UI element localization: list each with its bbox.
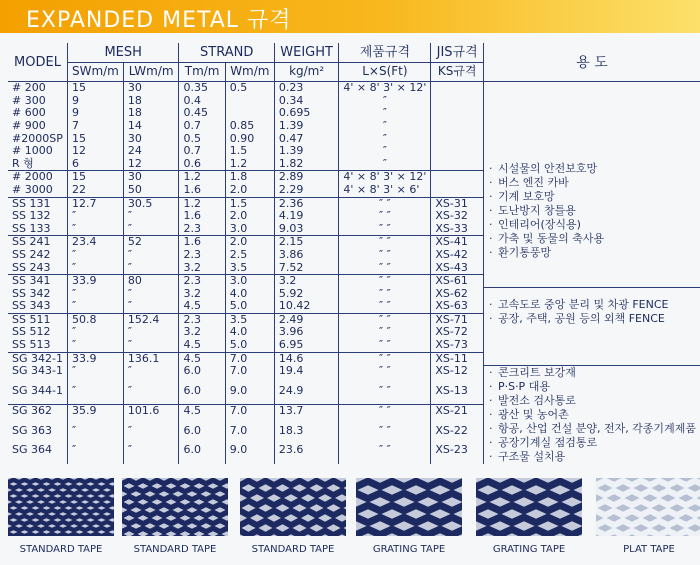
size-cell: 4' × 8' 3' × 12' [339, 171, 431, 184]
lwm-cell: ″ [123, 210, 179, 223]
header-lwm: LWm/m [123, 62, 179, 82]
ks-cell: XS-41 [431, 236, 484, 249]
wm-cell: 0.90 [225, 133, 274, 146]
ks-cell [431, 107, 484, 120]
model-cell: # 2000 [8, 171, 67, 184]
header-ks-spec: KS규격 [431, 62, 484, 82]
swm-cell: 23.4 [67, 236, 123, 249]
weight-cell: 1.82 [274, 158, 339, 171]
lwm-cell: 30 [123, 171, 179, 184]
usage-item: · 구조물 설치용 [488, 450, 696, 464]
tm-cell: 0.35 [179, 82, 225, 95]
lwm-cell: ″ [123, 326, 179, 339]
tm-cell: 1.6 [179, 210, 225, 223]
swm-cell: 12.7 [67, 197, 123, 210]
tm-cell: 3.2 [179, 288, 225, 301]
wm-cell: 4.0 [225, 326, 274, 339]
weight-cell: 6.95 [274, 339, 339, 352]
lwm-cell: 18 [123, 107, 179, 120]
weight-cell: 1.39 [274, 145, 339, 158]
size-cell: ″ [339, 107, 431, 120]
usage-cell [483, 288, 700, 366]
tape-label: GRATING TAPE [372, 544, 446, 555]
swm-cell: ″ [67, 385, 123, 405]
model-cell: SS 511 [8, 313, 67, 326]
tm-cell: 0.5 [179, 133, 225, 146]
ks-cell: XS-31 [431, 197, 484, 210]
model-cell: SS 132 [12, 209, 51, 223]
swm-cell: 33.9 [67, 352, 123, 365]
header-jis-spec: JIS규격 [431, 43, 484, 62]
tm-cell: 6.0 [179, 365, 225, 384]
wm-cell [225, 95, 274, 108]
tm-cell: 6.0 [179, 444, 225, 463]
header-usage: 용 도 [483, 43, 700, 82]
header-tm: Tm/m [179, 62, 225, 82]
weight-cell: 9.03 [274, 223, 339, 236]
swm-cell: 35.9 [67, 405, 123, 425]
tm-cell: 1.6 [179, 236, 225, 249]
ks-cell [431, 82, 484, 95]
lwm-cell: 50 [123, 184, 179, 197]
wm-cell: 5.0 [225, 300, 274, 313]
tm-cell: 4.5 [179, 405, 225, 425]
header-swm: SWm/m [67, 62, 123, 82]
weight-cell: 0.695 [274, 107, 339, 120]
model-cell: SG 342-1 [8, 352, 67, 365]
size-cell: ″ [339, 133, 431, 146]
size-cell: ″ ″ [339, 275, 431, 288]
lwm-cell: 18 [123, 95, 179, 108]
lwm-cell: ″ [123, 223, 179, 236]
usage-item: · 도난방지 창틀용 [488, 204, 696, 218]
tape-label: STANDARD TAPE [251, 544, 335, 555]
model-cell: # 1000 [12, 144, 53, 158]
tm-cell: 0.4 [179, 95, 225, 108]
lwm-cell: 14 [123, 120, 179, 133]
usage-item: · 공장, 주택, 공원 등의 외책 FENCE [488, 312, 696, 326]
size-cell: ″ ″ [339, 262, 431, 275]
size-cell: ″ ″ [339, 313, 431, 326]
wm-cell: 2.0 [225, 184, 274, 197]
lwm-cell: ″ [123, 339, 179, 352]
lwm-cell: 30 [123, 133, 179, 146]
ks-cell: XS-71 [431, 313, 484, 326]
lwm-cell: 12 [123, 158, 179, 171]
wm-cell: 0.85 [225, 120, 274, 133]
lwm-cell: 80 [123, 275, 179, 288]
size-cell: 4' × 8' 3' × 12' [339, 82, 431, 95]
model-cell: SS 343 [12, 299, 51, 313]
weight-cell: 10.42 [274, 300, 339, 313]
table-row [8, 365, 700, 384]
header-strand: STRAND [179, 43, 274, 62]
mesh-sample-image [476, 478, 582, 536]
swm-cell: 33.9 [67, 275, 123, 288]
size-cell: 4' × 8' 3' × 6' [339, 184, 431, 197]
size-cell: ″ ″ [339, 365, 431, 384]
usage-item: · 콘크리트 보강재 [488, 366, 696, 380]
usage-item: · 버스 엔진 카바 [488, 176, 696, 190]
header-wm: Wm/m [225, 62, 274, 82]
size-cell: ″ ″ [339, 444, 431, 463]
header-weight: WEIGHT [274, 43, 339, 62]
page-title: EXPANDED METAL 규격 [26, 8, 292, 33]
lwm-cell: 52 [123, 236, 179, 249]
lwm-cell: 101.6 [123, 405, 179, 425]
swm-cell: 6 [67, 158, 123, 171]
tm-cell: 1.6 [179, 184, 225, 197]
model-cell: SG 343-1 [12, 364, 63, 378]
wm-cell: 1.2 [225, 158, 274, 171]
size-cell: ″ ″ [339, 197, 431, 210]
weight-cell: 2.36 [274, 197, 339, 210]
weight-cell: 18.3 [274, 425, 339, 444]
model-cell: SS 241 [8, 236, 67, 249]
usage-list [488, 366, 696, 464]
mesh-sample-image [8, 478, 114, 536]
lwm-cell: 24 [123, 145, 179, 158]
tm-cell: 0.45 [179, 107, 225, 120]
model-cell: # 300 [12, 93, 46, 107]
wm-cell: 2.0 [225, 210, 274, 223]
header-kgm2: kg/m² [274, 62, 339, 82]
mesh-sample-image [122, 478, 228, 536]
model-cell: # 200 [8, 82, 67, 95]
swm-cell: 50.8 [67, 313, 123, 326]
usage-item: · 인테리어(장식용) [488, 218, 696, 232]
tm-cell: 1.2 [179, 171, 225, 184]
model-cell: SG 362 [8, 405, 67, 425]
weight-cell: 0.23 [274, 82, 339, 95]
model-cell: #2000SP [12, 131, 63, 145]
size-cell: ″ [339, 158, 431, 171]
lwm-cell: ″ [123, 425, 179, 444]
model-cell: SS 133 [12, 221, 51, 235]
model-cell: # 600 [12, 106, 46, 120]
tm-cell: 6.0 [179, 385, 225, 405]
usage-item: · 시설물의 안전보호망 [488, 162, 696, 176]
size-cell: ″ ″ [339, 210, 431, 223]
spec-table [8, 43, 700, 464]
weight-cell: 24.9 [274, 385, 339, 405]
tm-cell: 1.2 [179, 197, 225, 210]
ks-cell [431, 133, 484, 146]
weight-cell: 2.89 [274, 171, 339, 184]
weight-cell: 0.47 [274, 133, 339, 146]
usage-item: · 발전소 검사통로 [488, 394, 696, 408]
wm-cell: 5.0 [225, 339, 274, 352]
model-cell: SS 512 [12, 325, 51, 339]
ks-cell: XS-42 [431, 249, 484, 262]
wm-cell: 4.0 [225, 288, 274, 301]
tm-cell: 2.3 [179, 275, 225, 288]
usage-list [488, 298, 696, 326]
lwm-cell: ″ [123, 249, 179, 262]
swm-cell: ″ [67, 262, 123, 275]
wm-cell: 7.0 [225, 352, 274, 365]
usage-cell [483, 82, 700, 288]
size-cell: ″ ″ [339, 249, 431, 262]
wm-cell: 7.0 [225, 365, 274, 384]
lwm-cell: ″ [123, 444, 179, 463]
weight-cell: 3.96 [274, 326, 339, 339]
tm-cell: 3.2 [179, 262, 225, 275]
wm-cell: 7.0 [225, 405, 274, 425]
mesh-sample-image [240, 478, 346, 536]
tape-label: GRATING TAPE [492, 544, 566, 555]
ks-cell: XS-12 [431, 365, 484, 384]
tm-cell: 2.3 [179, 313, 225, 326]
header-model: MODEL [14, 54, 61, 70]
weight-cell: 3.2 [274, 275, 339, 288]
swm-cell: ″ [67, 288, 123, 301]
weight-cell: 19.4 [274, 365, 339, 384]
model-cell: SS 341 [8, 275, 67, 288]
size-cell: ″ ″ [339, 352, 431, 365]
swm-cell: ″ [67, 326, 123, 339]
size-cell: ″ [339, 145, 431, 158]
wm-cell: 2.5 [225, 249, 274, 262]
size-cell: ″ ″ [339, 405, 431, 425]
lwm-cell: ″ [123, 300, 179, 313]
weight-cell: 2.29 [274, 184, 339, 197]
weight-cell: 7.52 [274, 262, 339, 275]
weight-cell: 4.19 [274, 210, 339, 223]
lwm-cell: 30.5 [123, 197, 179, 210]
ks-cell: XS-33 [431, 223, 484, 236]
lwm-cell: 152.4 [123, 313, 179, 326]
wm-cell: 7.0 [225, 425, 274, 444]
swm-cell: 15 [67, 133, 123, 146]
wm-cell: 3.5 [225, 262, 274, 275]
mesh-sample-image [596, 478, 700, 536]
wm-cell: 3.5 [225, 313, 274, 326]
swm-cell: ″ [67, 365, 123, 384]
size-cell: ″ ″ [339, 236, 431, 249]
ks-cell: XS-13 [431, 385, 484, 405]
ks-cell [431, 158, 484, 171]
ks-cell: XS-63 [431, 300, 484, 313]
weight-cell: 14.6 [274, 352, 339, 365]
usage-item: · P·S·P 대용 [488, 380, 696, 394]
model-cell: SS 513 [12, 338, 51, 352]
usage-item: · 공장기계실 점검통로 [488, 436, 696, 450]
header-product-spec: 제품규격 [339, 43, 431, 62]
tm-cell: 4.5 [179, 339, 225, 352]
ks-cell [431, 171, 484, 184]
swm-cell: ″ [67, 249, 123, 262]
swm-cell: ″ [67, 300, 123, 313]
lwm-cell: ″ [123, 262, 179, 275]
weight-cell: 5.92 [274, 288, 339, 301]
swm-cell: 15 [67, 82, 123, 95]
ks-cell [431, 95, 484, 108]
usage-item: · 항공, 산업 건설 분양, 전자, 각종기계제품 [488, 422, 696, 436]
model-cell: SG 344-1 [12, 383, 63, 397]
ks-cell [431, 145, 484, 158]
tape-label: STANDARD TAPE [19, 544, 103, 555]
ks-cell: XS-22 [431, 425, 484, 444]
model-cell: SS 242 [12, 247, 51, 261]
model-cell: SS 342 [12, 286, 51, 300]
tm-cell: 4.5 [179, 352, 225, 365]
swm-cell: ″ [67, 210, 123, 223]
size-cell: ″ ″ [339, 425, 431, 444]
swm-cell: ″ [67, 223, 123, 236]
mesh-sample-image [356, 478, 462, 536]
ks-cell: XS-11 [431, 352, 484, 365]
weight-cell: 2.15 [274, 236, 339, 249]
wm-cell: 1.8 [225, 171, 274, 184]
tm-cell: 4.5 [179, 300, 225, 313]
tm-cell: 6.0 [179, 425, 225, 444]
wm-cell: 2.0 [225, 236, 274, 249]
ks-cell [431, 184, 484, 197]
model-cell: SG 364 [12, 443, 52, 457]
weight-cell: 13.7 [274, 405, 339, 425]
usage-item: · 광산 및 농어촌 [488, 408, 696, 422]
tm-cell: 0.6 [179, 158, 225, 171]
usage-item: · 가축 및 동물의 축사용 [488, 232, 696, 246]
usage-cell [483, 365, 700, 464]
swm-cell: 12 [67, 145, 123, 158]
ks-cell: XS-43 [431, 262, 484, 275]
lwm-cell: 136.1 [123, 352, 179, 365]
header-lxs: L×S(Ft) [339, 62, 431, 82]
swm-cell: 9 [67, 107, 123, 120]
tm-cell: 0.7 [179, 120, 225, 133]
weight-cell: 0.34 [274, 95, 339, 108]
size-cell: ″ ″ [339, 300, 431, 313]
tape-label: PLAT TAPE [623, 544, 675, 555]
wm-cell: 3.0 [225, 275, 274, 288]
usage-item: · 기계 보호망 [488, 190, 696, 204]
ks-cell: XS-32 [431, 210, 484, 223]
size-cell: ″ ″ [339, 385, 431, 405]
swm-cell: 9 [67, 95, 123, 108]
wm-cell: 1.5 [225, 145, 274, 158]
wm-cell: 1.5 [225, 197, 274, 210]
model-cell: SG 363 [12, 423, 52, 437]
table-row [8, 288, 700, 301]
size-cell: ″ [339, 120, 431, 133]
weight-cell: 3.86 [274, 249, 339, 262]
ks-cell: XS-72 [431, 326, 484, 339]
header-mesh: MESH [67, 43, 178, 62]
title-bar [0, 0, 700, 33]
swm-cell: 7 [67, 120, 123, 133]
size-cell: ″ ″ [339, 288, 431, 301]
size-cell: ″ ″ [339, 339, 431, 352]
model-cell: # 900 [12, 118, 46, 132]
wm-cell: 3.0 [225, 223, 274, 236]
usage-item: · 고속도로 중앙 분리 및 차광 FENCE [488, 298, 696, 312]
ks-cell: XS-73 [431, 339, 484, 352]
tm-cell: 2.3 [179, 223, 225, 236]
tape-label: STANDARD TAPE [133, 544, 217, 555]
weight-cell: 2.49 [274, 313, 339, 326]
model-cell: SS 243 [12, 260, 51, 274]
tm-cell: 3.2 [179, 326, 225, 339]
wm-cell: 9.0 [225, 385, 274, 405]
size-cell: ″ ″ [339, 326, 431, 339]
swm-cell: ″ [67, 425, 123, 444]
usage-list [488, 162, 696, 260]
lwm-cell: ″ [123, 365, 179, 384]
tm-cell: 2.3 [179, 249, 225, 262]
model-cell: # 3000 [12, 182, 53, 196]
swm-cell: 22 [67, 184, 123, 197]
lwm-cell: 30 [123, 82, 179, 95]
size-cell: ″ [339, 95, 431, 108]
swm-cell: 15 [67, 171, 123, 184]
ks-cell: XS-23 [431, 444, 484, 463]
ks-cell: XS-61 [431, 275, 484, 288]
wm-cell: 0.5 [225, 82, 274, 95]
usage-item: · 환기통풍망 [488, 246, 696, 260]
model-cell: SS 131 [8, 197, 67, 210]
swm-cell: ″ [67, 444, 123, 463]
size-cell: ″ ″ [339, 223, 431, 236]
wm-cell: 9.0 [225, 444, 274, 463]
table-row [8, 82, 700, 95]
lwm-cell: ″ [123, 288, 179, 301]
ks-cell: XS-62 [431, 288, 484, 301]
lwm-cell: ″ [123, 385, 179, 405]
swm-cell: ″ [67, 339, 123, 352]
ks-cell: XS-21 [431, 405, 484, 425]
tm-cell: 0.7 [179, 145, 225, 158]
weight-cell: 1.39 [274, 120, 339, 133]
model-cell: R 형 [12, 156, 34, 170]
ks-cell [431, 120, 484, 133]
weight-cell: 23.6 [274, 444, 339, 463]
